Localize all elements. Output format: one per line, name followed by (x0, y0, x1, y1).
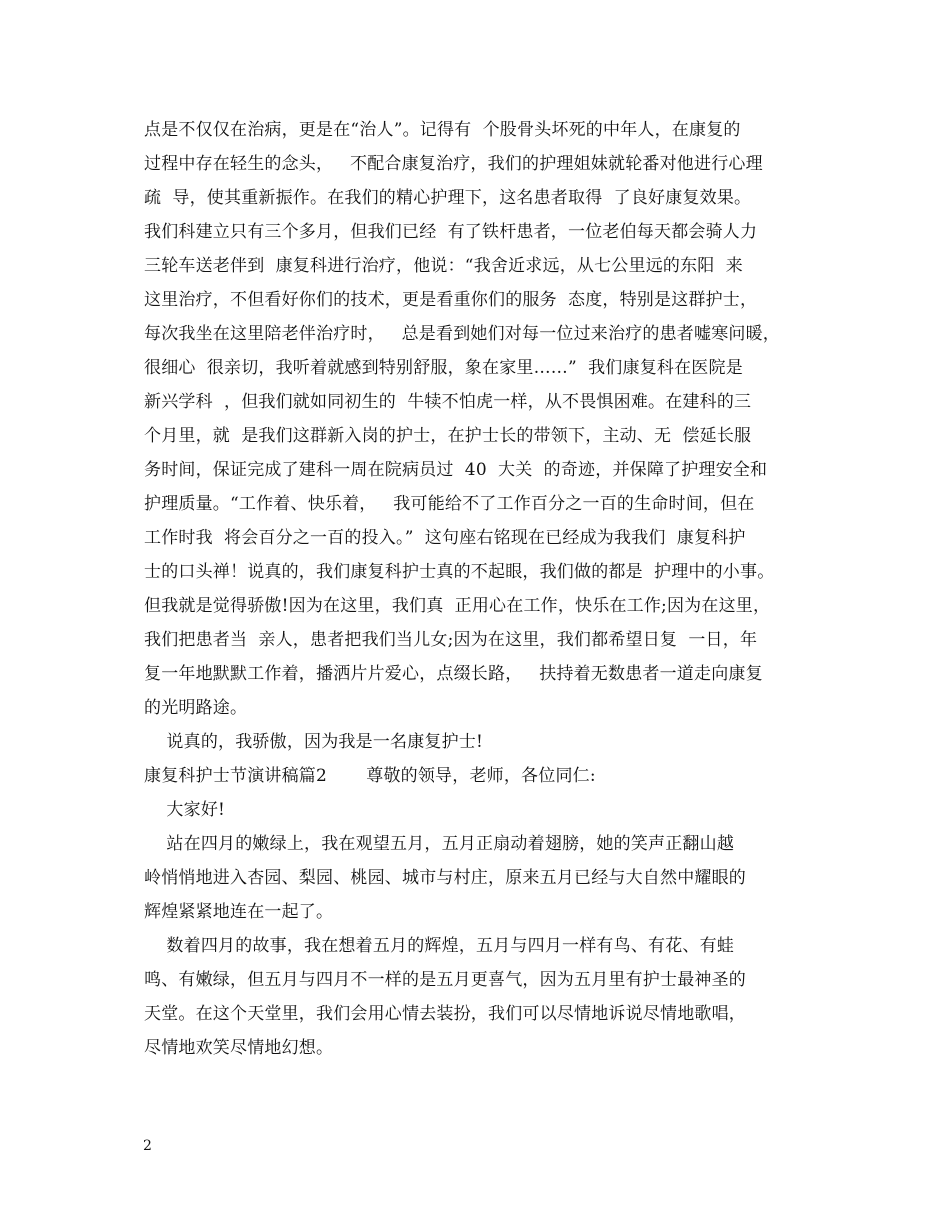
text-line: 务时间，保证完成了建科一周在院病员过 40 大关 的奇迹，并保障了护理安全和 (144, 460, 768, 480)
text-line: 很细心 很亲切，我听着就感到特别舒服，象在家里……” 我们康复科在医院是 (144, 358, 743, 378)
text-line: 点是不仅仅在治病，更是在“治人”。记得有 个股骨头坏死的中年人，在康复的 (144, 120, 741, 140)
text-line: 个月里，就 是我们这群新入岗的护士，在护士长的带领下，主动、无 偿延长服 (144, 426, 752, 446)
text-line: 天堂。在这个天堂里，我们会用心情去装扮，我们可以尽情地诉说尽情地歌唱， (144, 1004, 746, 1024)
text-line: 站在四月的嫩绿上，我在观望五月，五月正扇动着翅膀，她的笑声正翻山越 (144, 834, 735, 854)
text-line: 数着四月的故事，我在想着五月的辉煌，五月与四月一样有鸟、有花、有蛙 (144, 936, 735, 956)
text-line: 疏 导，使其重新振作。在我们的精心护理下，这名患者取得 了良好康复效果。 (144, 188, 752, 208)
text-line: 我们科建立只有三个多月，但我们已经 有了铁杆患者，一位老伯每天都会骑人力 (144, 222, 758, 242)
text-line: 这里治疗，不但看好你们的技术，更是看重你们的服务 态度，特别是这群护士， (144, 290, 758, 310)
text-line: 岭悄悄地进入杏园、梨园、桃园、城市与村庄，原来五月已经与大自然中耀眼的 (144, 868, 746, 888)
text-line: 的光明路途。 (144, 698, 248, 718)
text-line: 辉煌紧紧地连在一起了。 (144, 902, 334, 922)
text-line: 复一年地默默工作着，播洒片片爱心，点缀长路， 扶持着无数患者一道走向康复 (144, 664, 763, 684)
text-line: 新兴学科 ，但我们就如同初生的 牛犊不怕虎一样，从不畏惧困难。在建科的三 (144, 392, 752, 412)
text-line: 大家好! (144, 800, 226, 820)
text-line: 三轮车送老伴到 康复科进行治疗，他说：“我舍近求远，从七公里远的东阳 来 (144, 256, 743, 276)
text-line: 但我就是觉得骄傲!因为在这里，我们真 正用心在工作，快乐在工作;因为在这里， (144, 596, 771, 616)
text-line: 尽情地欢笑尽情地幻想。 (144, 1038, 334, 1058)
page-number: 2 (143, 1138, 152, 1154)
text-line: 士的口头禅！说真的，我们康复科护士真的不起眼，我们做的都是 护理中的小事。 (144, 562, 775, 582)
text-line: 护理质量。“工作着、快乐着， 我可能给不了工作百分之一百的生命时间，但在 (144, 494, 755, 514)
text-line: 工作时我 将会百分之一百的投入。” 这句座右铭现在已经成为我我们 康复科护 (144, 528, 746, 548)
text-line: 过程中存在轻生的念头， 不配合康复治疗，我们的护理姐妹就轮番对他进行心理 (144, 154, 763, 174)
text-line: 我们把患者当 亲人，患者把我们当儿女;因为在这里，我们都希望日复 一日，年 (144, 630, 758, 650)
text-line: 鸣、有嫩绿，但五月与四月不一样的是五月更喜气，因为五月里有护士最神圣的 (144, 970, 746, 990)
section-heading: 康复科护士节演讲稿篇2 尊敬的领导，老师，各位同仁: (144, 766, 596, 786)
text-line: 每次我坐在这里陪老伴治疗时， 总是看到她们对每一位过来治疗的患者嘘寒问暖， (144, 324, 781, 344)
text-line: 说真的，我骄傲，因为我是一名康复护士! (144, 732, 484, 752)
